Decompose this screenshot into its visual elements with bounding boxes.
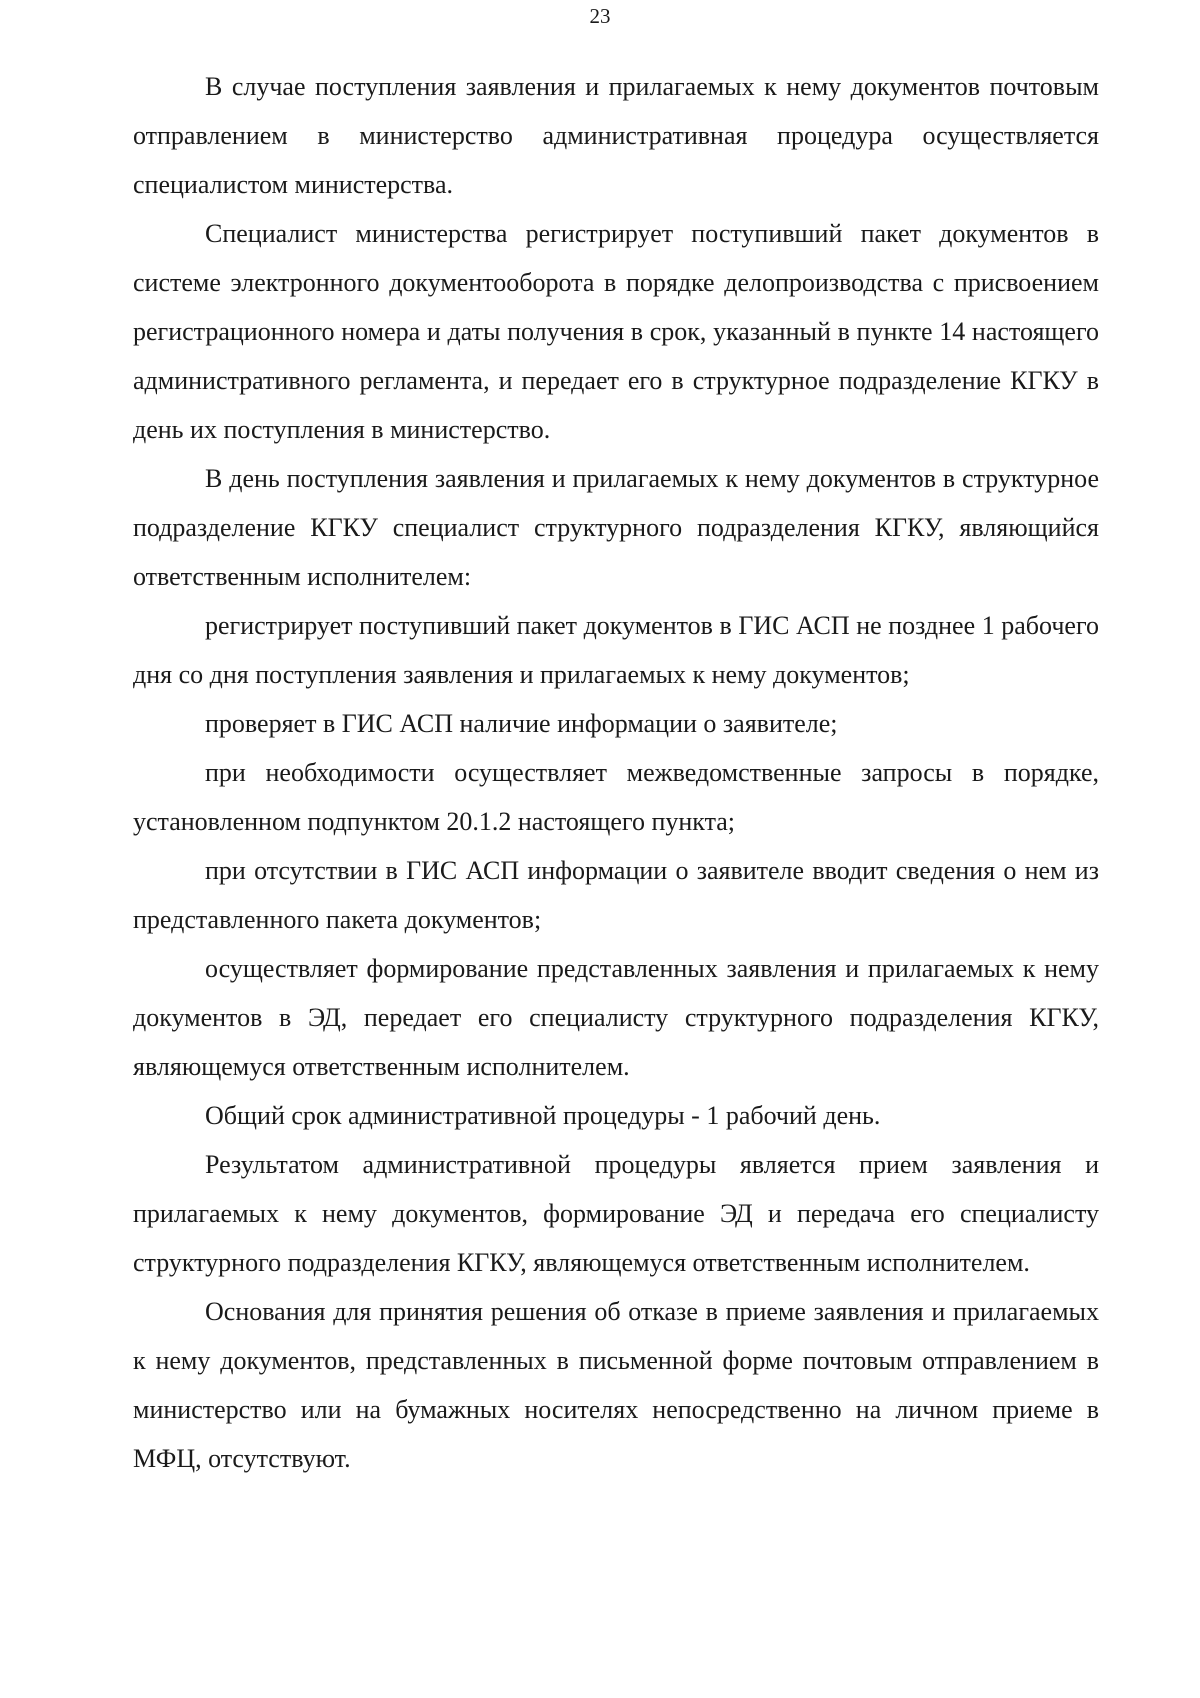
paragraph: Основания для принятия решения об отказе в приеме заявления и прилагаемых к нему документов, представленных в письменной форме почтовым отправлением в министерство или на бумажных носителях непосредственно на личном приеме в МФЦ, отсутствуют. — [133, 1297, 1099, 1473]
paragraph: В день поступления заявления и прилагаемых к нему документов в структурное подразделение КГКУ специалист структурного подразделения КГКУ, являющийся ответственным исполнителем: — [133, 464, 1099, 591]
document-body — [133, 62, 1099, 1483]
paragraph: регистрирует поступивший пакет документов в ГИС АСП не позднее 1 рабочего дня со дня поступления заявления и прилагаемых к нему документов; — [133, 611, 1099, 689]
paragraph: В случае поступления заявления и прилагаемых к нему документов почтовым отправлением в министерство административная процедура осуществляется специалистом министерства. — [133, 72, 1099, 199]
paragraph: проверяет в ГИС АСП наличие информации о заявителе; — [205, 709, 838, 738]
paragraph: Общий срок административной процедуры - 1 рабочий день. — [205, 1101, 881, 1130]
paragraph: Результатом административной процедуры является прием заявления и прилагаемых к нему документов, формирование ЭД и передача его специалисту структурного подразделения КГКУ, являющемуся ответственным исполнителем. — [133, 1150, 1099, 1277]
paragraph: осуществляет формирование представленных заявления и прилагаемых к нему документов в ЭД, передает его специалисту структурного подразделения КГКУ, являющемуся ответственным исполнителем. — [133, 954, 1099, 1081]
paragraph: Специалист министерства регистрирует поступивший пакет документов в системе электронного документооборота в порядке делопроизводства с присвоением регистрационного номера и даты получения в срок, указанный в пункте 14 настоящего административного регламента, и передает его в структурное подразделение КГКУ в день их поступления в министерство. — [133, 219, 1099, 444]
page-number: 23 — [589, 4, 611, 28]
paragraph: при необходимости осуществляет межведомственные запросы в порядке, установленном подпунктом 20.1.2 настоящего пункта; — [133, 758, 1099, 836]
paragraph: при отсутствии в ГИС АСП информации о заявителе вводит сведения о нем из представленного пакета документов; — [133, 856, 1099, 934]
